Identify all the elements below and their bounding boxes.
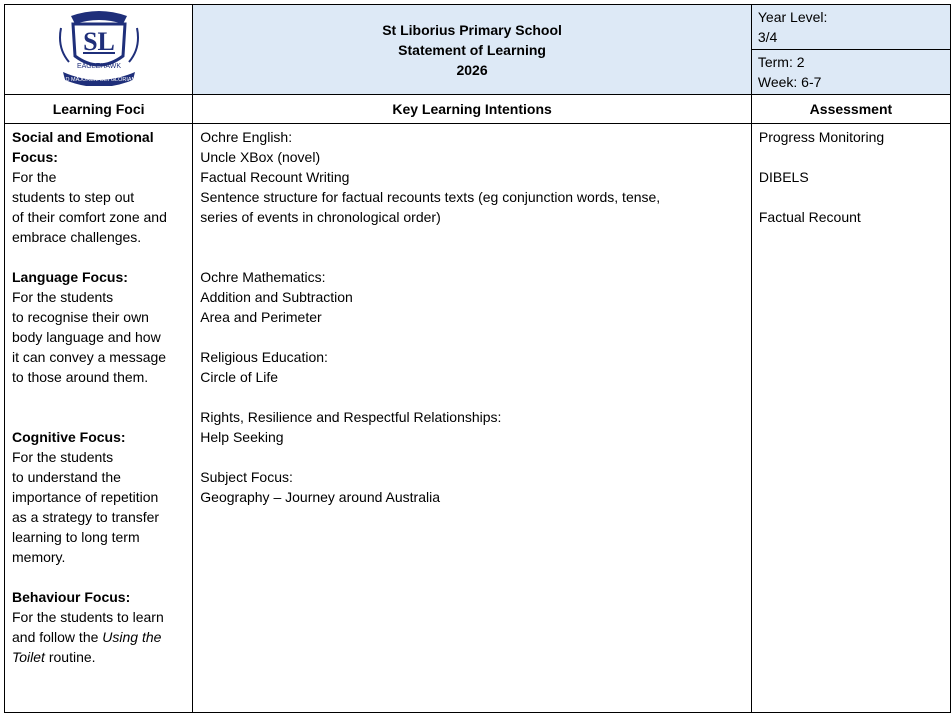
term-value: Term: 2 bbox=[757, 54, 805, 70]
column-header-assessment: Assessment bbox=[751, 95, 950, 124]
rrrr-heading: Rights, Resilience and Respectful Relationships: bbox=[200, 409, 502, 425]
social-line: students to step out bbox=[12, 189, 135, 205]
document-title-cell bbox=[193, 5, 752, 95]
social-line: embrace challenges. bbox=[12, 229, 142, 245]
subject-focus-line: Geography – Journey around Australia bbox=[200, 489, 440, 505]
key-learning-intentions-cell bbox=[193, 124, 752, 713]
maths-line: Area and Perimeter bbox=[200, 309, 322, 325]
english-line: Uncle XBox (novel) bbox=[200, 149, 321, 165]
maths-heading: Ochre Mathematics: bbox=[200, 269, 326, 285]
language-line: to those around them. bbox=[12, 369, 149, 385]
year-level-cell bbox=[751, 5, 950, 50]
svg-text:SL: SL bbox=[82, 27, 115, 56]
language-line: For the students bbox=[12, 289, 114, 305]
behaviour-line: For the students to learn bbox=[12, 609, 164, 625]
document-title: Statement of Learning bbox=[398, 41, 546, 58]
school-crest-logo bbox=[53, 8, 145, 86]
cognitive-line: For the students bbox=[12, 449, 114, 465]
column-header-key-learning-intentions: Key Learning Intentions bbox=[193, 95, 752, 124]
english-line: series of events in chronological order) bbox=[200, 209, 441, 225]
assessment-cell bbox=[751, 124, 950, 713]
religious-education-line: Circle of Life bbox=[200, 369, 279, 385]
logo-cell bbox=[5, 5, 193, 95]
cognitive-line: learning to long term bbox=[12, 529, 140, 545]
english-heading: Ochre English: bbox=[200, 129, 293, 145]
english-line: Factual Recount Writing bbox=[200, 169, 350, 185]
language-line: body language and how bbox=[12, 329, 161, 345]
assessment-item: Progress Monitoring bbox=[758, 129, 885, 145]
assessment-item: Factual Recount bbox=[758, 209, 861, 225]
learning-foci-cell bbox=[5, 124, 193, 713]
year-level-value: 3/4 bbox=[757, 29, 778, 45]
svg-text:EAGLEHAWK: EAGLEHAWK bbox=[76, 63, 121, 70]
term-week-cell bbox=[751, 50, 950, 95]
social-emotional-heading: Social and Emotional Focus: bbox=[12, 129, 154, 165]
svg-text:AD MAJOREM DEI GLORIAM: AD MAJOREM DEI GLORIAM bbox=[61, 77, 136, 83]
behaviour-heading: Behaviour Focus: bbox=[12, 589, 131, 605]
cognitive-line: to understand the bbox=[12, 469, 121, 485]
behaviour-line: Toilet routine. bbox=[12, 649, 96, 665]
english-line: Sentence structure for factual recounts texts (eg conjunction words, tense, bbox=[200, 189, 661, 205]
document-year: 2026 bbox=[456, 61, 488, 78]
language-line: it can convey a message bbox=[12, 349, 167, 365]
cognitive-line: memory. bbox=[12, 549, 66, 565]
maths-line: Addition and Subtraction bbox=[200, 289, 353, 305]
cognitive-line: as a strategy to transfer bbox=[12, 509, 160, 525]
assessment-item: DIBELS bbox=[758, 169, 809, 185]
week-value: Week: 6-7 bbox=[757, 74, 822, 90]
statement-of-learning-table bbox=[4, 4, 951, 713]
rrrr-line: Help Seeking bbox=[200, 429, 284, 445]
cognitive-line: importance of repetition bbox=[12, 489, 159, 505]
social-line: For the bbox=[12, 169, 57, 185]
subject-focus-heading: Subject Focus: bbox=[200, 469, 293, 485]
language-line: to recognise their own bbox=[12, 309, 149, 325]
year-level-label: Year Level: bbox=[757, 9, 828, 25]
school-name: St Liborius Primary School bbox=[382, 21, 562, 38]
religious-education-heading: Religious Education: bbox=[200, 349, 328, 365]
column-header-learning-foci: Learning Foci bbox=[5, 95, 193, 124]
behaviour-line: and follow the Using the bbox=[12, 629, 162, 645]
social-line: of their comfort zone and bbox=[12, 209, 167, 225]
cognitive-heading: Cognitive Focus: bbox=[12, 429, 126, 445]
language-heading: Language Focus: bbox=[12, 269, 128, 285]
